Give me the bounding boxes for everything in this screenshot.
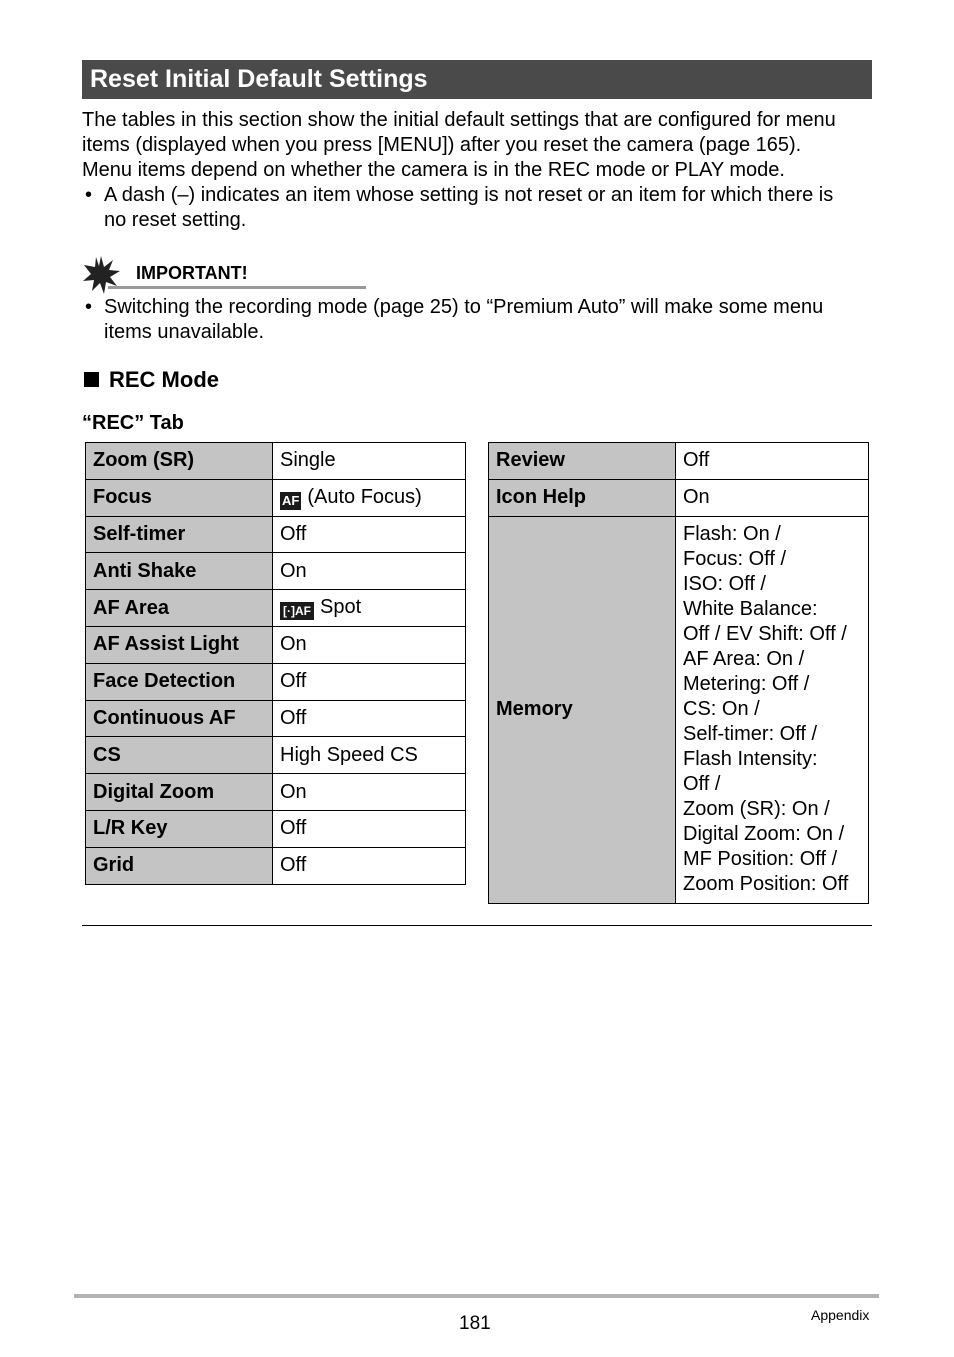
setting-name: Icon Help — [489, 479, 676, 516]
bullet-dot: • — [85, 296, 93, 318]
bullet-line: items unavailable. — [104, 321, 265, 343]
table-row — [489, 516, 869, 903]
setting-value: Off — [273, 810, 466, 847]
memory-line: AF Area: On / — [683, 648, 805, 671]
table-row — [86, 663, 466, 700]
setting-name: Grid — [86, 847, 273, 884]
setting-name: L/R Key — [86, 810, 273, 847]
important-label: IMPORTANT! — [136, 263, 248, 283]
section-divider — [82, 925, 872, 926]
memory-line: CS: On / — [683, 698, 760, 721]
setting-value-cell — [273, 479, 466, 516]
memory-line: Self-timer: Off / — [683, 723, 818, 746]
square-bullet-icon — [84, 372, 99, 387]
setting-value: On — [273, 553, 466, 590]
table-row — [86, 553, 466, 590]
important-callout — [82, 256, 292, 292]
important-bullet — [82, 295, 872, 345]
setting-name: Anti Shake — [86, 553, 273, 590]
footer-divider — [74, 1294, 879, 1298]
af-area-spot-icon: [·]AF — [280, 602, 314, 620]
intro-line: The tables in this section show the initial default settings that are configured for menu — [82, 109, 836, 131]
bullet-line: A dash (–) indicates an item whose setting is not reset or an item for which there is — [104, 184, 834, 206]
page-title: Reset Initial Default Settings — [82, 60, 872, 99]
footer-section-label: Appendix — [811, 1307, 870, 1323]
table-row — [489, 479, 869, 516]
page-number: 181 — [459, 1313, 491, 1334]
table-row — [86, 626, 466, 663]
setting-name: CS — [86, 737, 273, 774]
bullet-line: no reset setting. — [104, 209, 247, 231]
table-row — [86, 847, 466, 884]
table-row — [86, 774, 466, 811]
intro-line: items (displayed when you press [MENU]) after you reset the camera (page 165). — [82, 134, 802, 156]
setting-value: On — [273, 626, 466, 663]
setting-value: Off — [273, 700, 466, 737]
table-row — [86, 737, 466, 774]
intro-paragraph — [82, 108, 872, 183]
setting-name: Memory — [489, 516, 676, 903]
table-row — [86, 516, 466, 553]
section-heading-text: REC Mode — [109, 367, 219, 392]
note-bullet — [82, 183, 872, 233]
memory-line: Zoom Position: Off — [683, 873, 849, 896]
memory-line: Off / — [683, 773, 721, 796]
setting-name: Review — [489, 443, 676, 480]
auto-focus-icon: AF — [282, 492, 300, 508]
setting-name: Self-timer — [86, 516, 273, 553]
setting-value: High Speed CS — [273, 737, 466, 774]
setting-name: Zoom (SR) — [86, 443, 273, 480]
table-row — [86, 810, 466, 847]
setting-value: Single — [273, 443, 466, 480]
memory-line: White Balance: — [683, 598, 818, 621]
setting-value: Off — [273, 516, 466, 553]
setting-value: (Auto Focus) — [307, 485, 422, 508]
table-row — [86, 479, 466, 516]
setting-value-cell — [273, 590, 466, 627]
tab-heading: “REC” Tab — [82, 412, 184, 434]
setting-name: Digital Zoom — [86, 774, 273, 811]
memory-line: Focus: Off / — [683, 548, 786, 571]
memory-line: Zoom (SR): On / — [683, 798, 830, 821]
setting-name: AF Assist Light — [86, 626, 273, 663]
setting-value: Off — [676, 443, 869, 480]
memory-values — [676, 516, 869, 903]
rec-tab-table-left — [85, 442, 466, 885]
section-heading — [84, 367, 219, 393]
setting-name: Focus — [86, 479, 273, 516]
memory-line: Digital Zoom: On / — [683, 823, 845, 846]
memory-line: MF Position: Off / — [683, 848, 838, 871]
table-row — [489, 443, 869, 480]
memory-line: Off / EV Shift: Off / — [683, 623, 847, 646]
setting-name: Continuous AF — [86, 700, 273, 737]
bullet-line: Switching the recording mode (page 25) to “Premium Auto” will make some menu — [104, 296, 824, 318]
intro-line: Menu items depend on whether the camera is in the REC mode or PLAY mode. — [82, 159, 785, 181]
table-row — [86, 443, 466, 480]
memory-line: Metering: Off / — [683, 673, 810, 696]
memory-line: Flash: On / — [683, 523, 781, 546]
important-underline — [108, 286, 366, 289]
setting-name: Face Detection — [86, 663, 273, 700]
table-row — [86, 700, 466, 737]
setting-value: On — [273, 774, 466, 811]
setting-name: AF Area — [86, 590, 273, 627]
setting-value: On — [676, 479, 869, 516]
setting-value: Off — [273, 663, 466, 700]
table-row — [86, 590, 466, 627]
rec-tab-table-right — [488, 442, 869, 904]
setting-value: Off — [273, 847, 466, 884]
bullet-dot: • — [85, 184, 93, 206]
memory-line: Flash Intensity: — [683, 748, 818, 771]
memory-line: ISO: Off / — [683, 573, 766, 596]
setting-value: Spot — [319, 596, 362, 619]
